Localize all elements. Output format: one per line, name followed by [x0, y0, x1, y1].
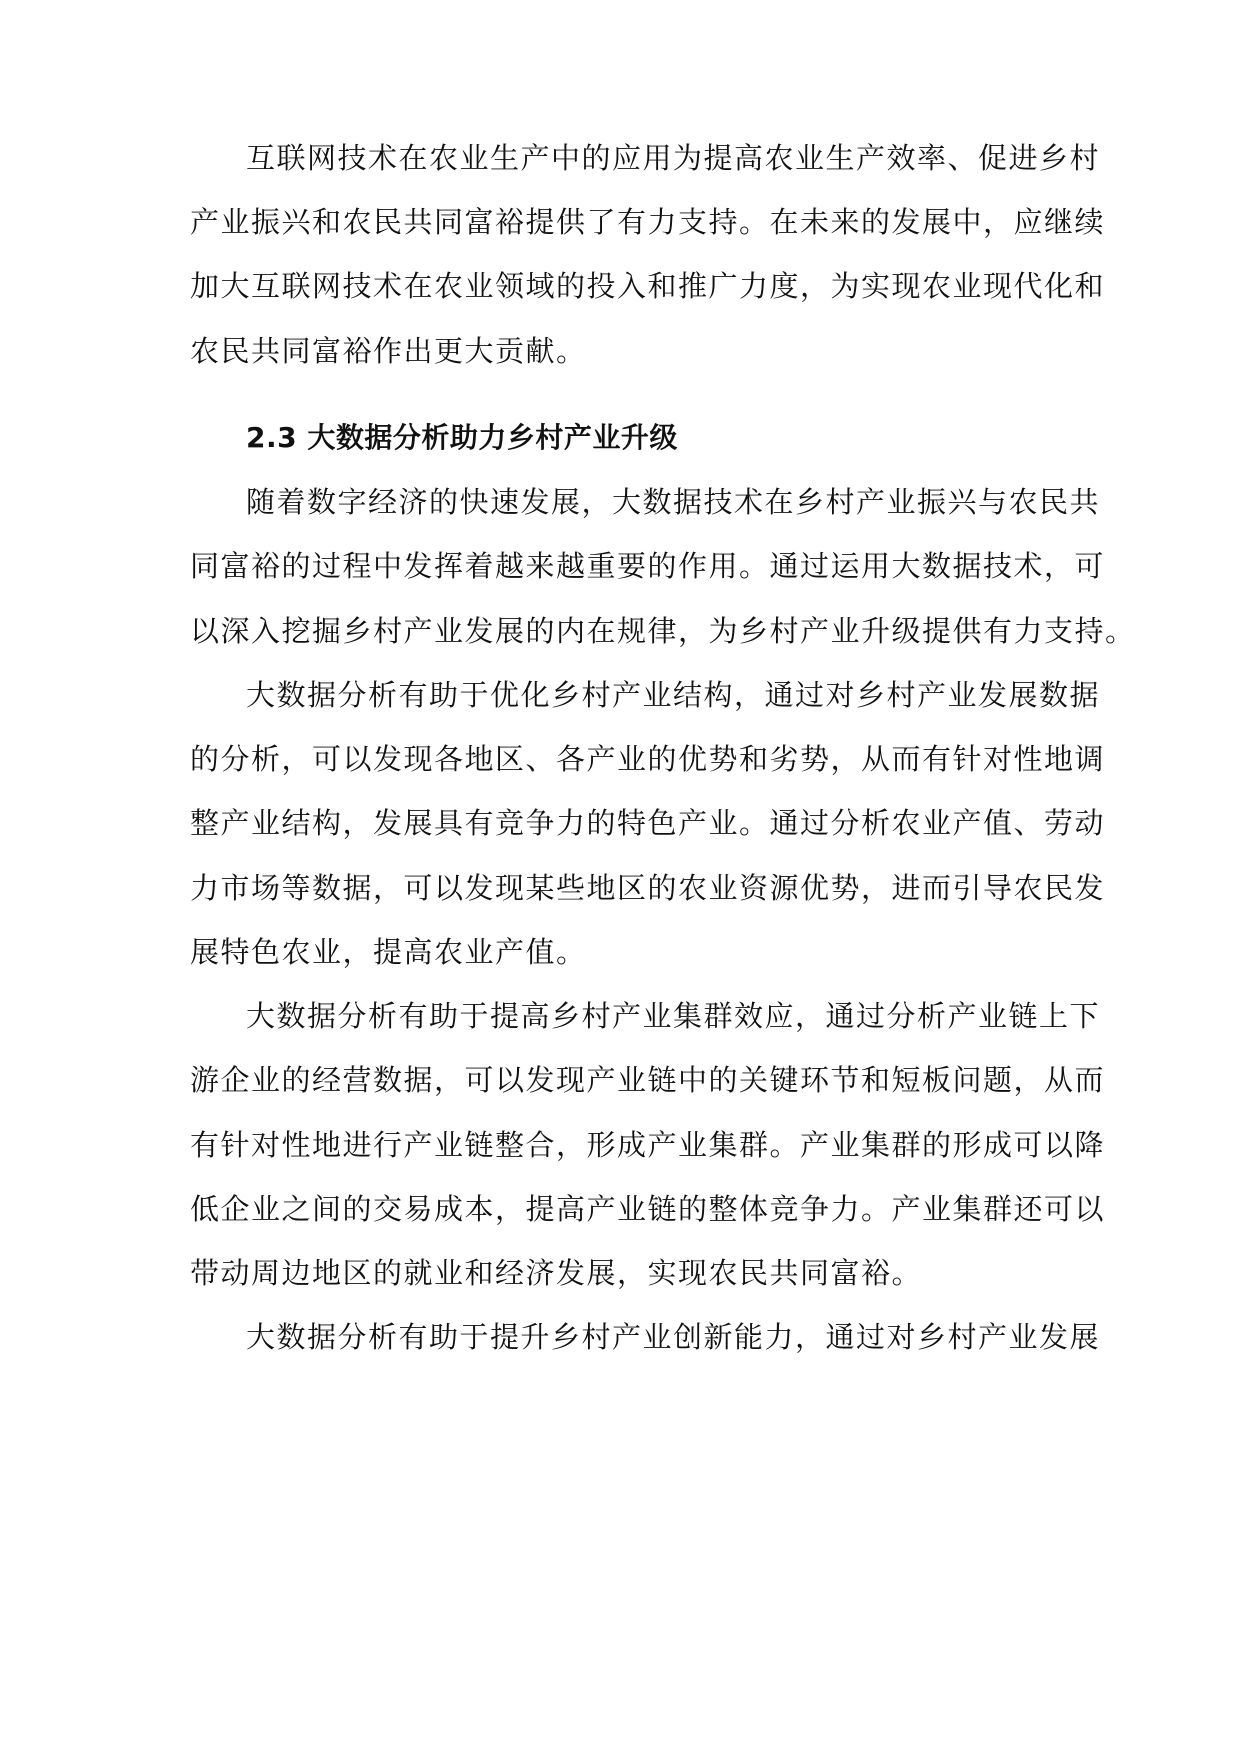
- paragraph-line: 整产业结构，发展具有竞争力的特色产业。通过分析农业产值、劳动: [190, 806, 1106, 840]
- paragraph-line: 加大互联网技术在农业领域的投入和推广力度，为实现农业现代化和: [190, 269, 1106, 303]
- paragraph-line: 互联网技术在农业生产中的应用为提高农业生产效率、促进乡村: [246, 141, 1101, 175]
- paragraph-line: 展特色农业，提高农业产值。: [190, 935, 587, 969]
- paragraph-line: 游企业的经营数据，可以发现产业链中的关键环节和短板问题，从而: [190, 1063, 1106, 1097]
- paragraph-line: 同富裕的过程中发挥着越来越重要的作用。通过运用大数据技术，可: [190, 549, 1106, 583]
- paragraph-line: 带动周边地区的就业和经济发展，实现农民共同富裕。: [190, 1256, 923, 1290]
- paragraph-line: 大数据分析有助于提高乡村产业集群效应，通过分析产业链上下: [246, 999, 1101, 1033]
- paragraph-line: 的分析，可以发现各地区、各产业的优势和劣势，从而有针对性地调: [190, 742, 1106, 776]
- paragraph-line: 随着数字经济的快速发展，大数据技术在乡村产业振兴与农民共: [246, 485, 1101, 519]
- paragraph-line: 力市场等数据，可以发现某些地区的农业资源优势，进而引导农民发: [190, 871, 1106, 905]
- paragraph-line: 大数据分析有助于优化乡村产业结构，通过对乡村产业发展数据: [246, 678, 1101, 712]
- paragraph-line: 以深入挖掘乡村产业发展的内在规律，为乡村产业升级提供有力支持。: [190, 614, 1136, 648]
- paragraph-line: 农民共同富裕作出更大贡献。: [190, 334, 587, 368]
- paragraph-line: 低企业之间的交易成本，提高产业链的整体竞争力。产业集群还可以: [190, 1192, 1106, 1226]
- paragraph-line: 大数据分析有助于提升乡村产业创新能力，通过对乡村产业发展: [246, 1320, 1101, 1354]
- paragraph-line: 产业振兴和农民共同富裕提供了有力支持。在未来的发展中，应继续: [190, 205, 1106, 239]
- section-heading: 2.3 大数据分析助力乡村产业升级: [246, 421, 678, 454]
- paragraph-line: 有针对性地进行产业链整合，形成产业集群。产业集群的形成可以降: [190, 1128, 1106, 1162]
